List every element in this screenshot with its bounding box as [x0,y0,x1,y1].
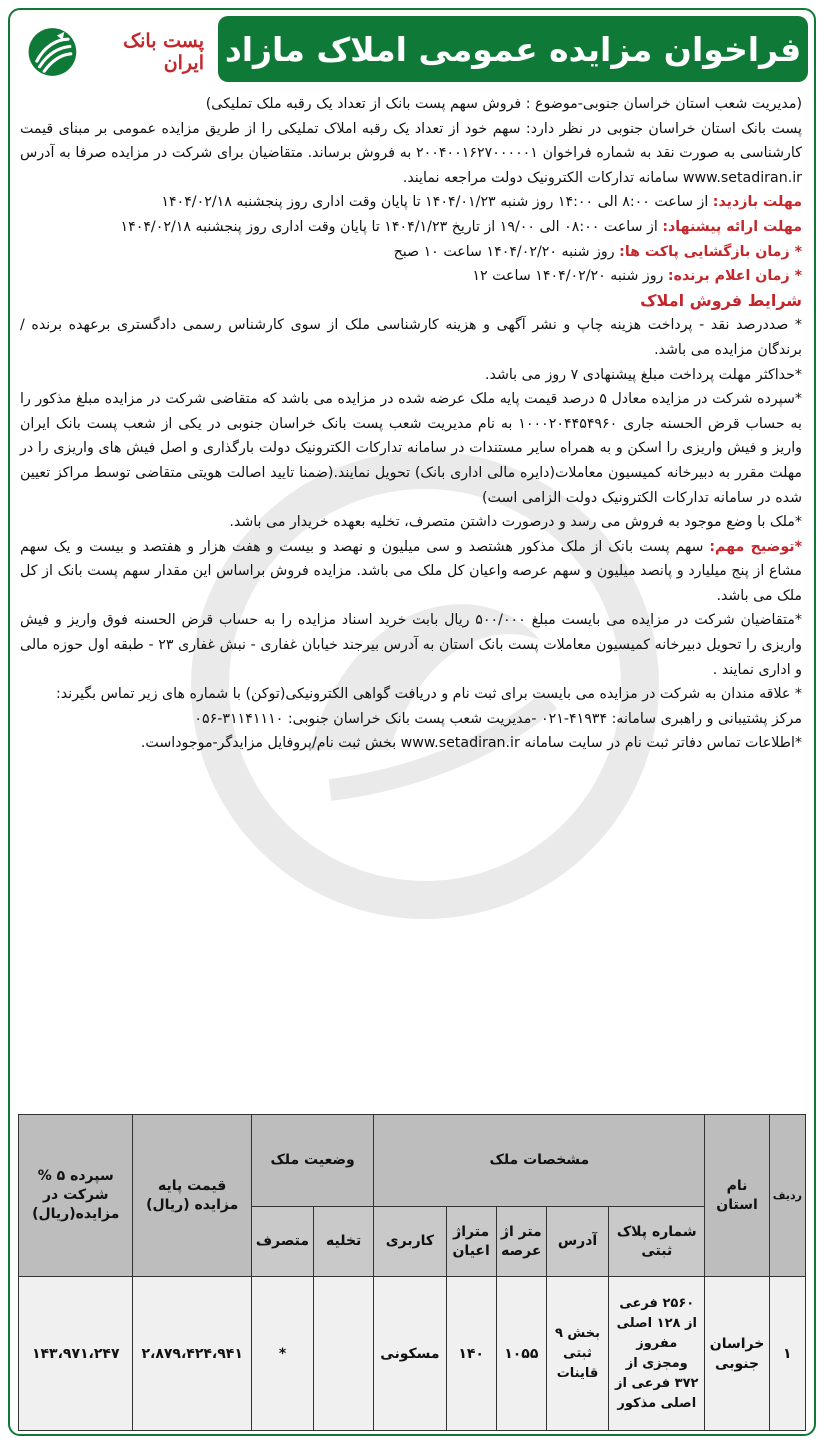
registration-info: *اطلاعات تماس دفاتر ثبت نام در سایت سامانه www.setadiran.ir بخش ثبت نام/پروفایل مزایدگر-موجوداست. [140,735,802,752]
condition-item: *حداکثر مهلت پرداخت مبلغ پیشنهادی ۷ روز می باشد. [484,366,802,383]
col-plate: شماره پلاک ثبتی [609,1207,705,1277]
cell-deposit: ۱۴۳،۹۷۱،۲۴۷ [19,1277,133,1431]
col-vacant: تخلیه [314,1207,374,1277]
cell-row-no: ۱ [769,1277,805,1431]
offer-deadline [20,215,802,240]
col-province: نام استان [705,1115,769,1277]
main-paragraph: پست بانک استان خراسان جنوبی در نظر دارد: سهم خود از تعداد یک رقبه املاک تملیکی را از طریق مزایده عمومی بر مبنای قیمت کارشناسی به صورت نقد به شماره فراخوان ۲۰۰۴۰۰۱۶۲۷۰۰۰۰۰۱ به فروش برساند. متقاضیان برای شرکت در مزایده صرفا به آدرس www.setadiran.ir سامانه تدارکات الکترونیک دولت مراجعه نمایند. [20,120,802,186]
cell-occupied: * [251,1277,313,1431]
col-occupied: متصرف [251,1207,313,1277]
condition-item: * علاقه مندان به شرکت در مزایده می بایست برای ثبت نام و دریافت گواهی الکترونیکی(توکن) با شماره های زیر تماس بگیرند: [56,686,802,703]
intro-line: (مدیریت شعب استان خراسان جنوبی-موضوع : فروش سهم پست بانک از تعداد یک رقبه ملک تملیکی) [205,96,802,112]
col-deposit: سپرده ۵ % شرکت در مزایده(ریال) [19,1115,133,1277]
col-usage: کاربری [374,1207,446,1277]
visit-deadline [20,190,802,215]
cell-land-area: ۱۰۵۵ [496,1277,546,1431]
page-title: فراخوان مزایده عمومی املاک مازاد [218,16,808,82]
important-note [20,535,802,609]
cell-usage: مسکونی [374,1277,446,1431]
table-row [19,1277,806,1431]
col-address: آدرس [546,1207,608,1277]
visit-deadline-text: از ساعت ۸:۰۰ الی ۱۴:۰۰ روز شنبه ۱۴۰۴/۰۱/۲۳ تا پایان وقت اداری روز پنجشنبه ۱۴۰۴/۰۲/۱۸ [161,194,709,211]
cell-base-price: ۲،۸۷۹،۴۲۴،۹۴۱ [133,1277,251,1431]
opening-time-label: * زمان بازگشایی پاکت ها: [619,243,802,260]
post-bank-logo [24,24,204,80]
cell-address: بخش ۹ ثبتی قاینات [546,1277,608,1431]
col-status-group: وضعیت ملک [251,1115,373,1207]
opening-time [20,240,802,265]
cell-vacant [314,1277,374,1431]
winner-time-text: روز شنبه ۱۴۰۴/۰۲/۲۰ ساعت ۱۲ [472,268,664,285]
offer-deadline-text: از ساعت ۰۸:۰۰ الی ۱۹/۰۰ از تاریخ ۱۴۰۴/۱/۲۳ تا پایان وقت اداری روز پنجشنبه ۱۴۰۴/۰۲/۱۸ [120,218,658,235]
condition-item: * صددرصد نقد - پرداخت هزینه چاپ و نشر آگهی و هزینه کارشناسی ملک از سوی کارشناس رسمی دادگستری برعهده برنده / برندگان مزایده می باشد. [20,317,802,358]
conditions-title: شرایط فروش املاک [640,290,802,310]
col-row-no: ردیف [769,1115,805,1277]
visit-deadline-label: مهلت بازدید: [712,194,802,211]
condition-item: *متقاضیان شرکت در مزایده می بایست مبلغ ۵۰۰/۰۰۰ ریال بابت خرید اسناد مزایده را به حساب قرض الحسنه فوق واریز و فیش واریزی را تحویل دبیرخانه کمیسیون معاملات پست بانک استان به آدرس بیرجند خیابان غفاری - نبش غفاری ۲۳ - طبقه اول حوزه مالی و اداری نمایند . [20,612,803,678]
header [10,10,814,92]
opening-time-text: روز شنبه ۱۴۰۴/۰۲/۲۰ ساعت ۱۰ صبح [393,243,615,260]
col-building-area: متراژ اعیان [446,1207,496,1277]
table-header-row [19,1115,806,1207]
col-base-price: قیمت پایه مزایده (ریال) [133,1115,251,1277]
important-note-label: *توضیح مهم: [709,538,802,555]
cell-plate: ۲۵۶۰ فرعی از ۱۲۸ اصلی مفروز ومجزی از ۳۷۲ فرعی از اصلی مذکور [609,1277,705,1431]
winner-time [20,264,802,289]
winner-time-label: * زمان اعلام برنده: [667,268,802,285]
col-land-area: متر اژ عرصه [496,1207,546,1277]
condition-item: *ملک با وضع موجود به فروش می رسد و درصورت داشتن متصرف، تخلیه بعهده خریدار می باشد. [229,514,802,531]
support-contacts: مرکز پشتیبانی و راهبری سامانه: ۴۱۹۳۴-۰۲۱ -مدیریت شعب پست بانک خراسان جنوبی: ۳۱۱۴۱۱۱۰-۰۵۶ [194,710,802,727]
announcement-frame [8,8,816,1436]
cell-province: خراسان جنوبی [705,1277,769,1431]
logo-text: پست بانک ایران [123,30,204,74]
condition-item: *سپرده شرکت در مزایده معادل ۵ درصد قیمت پایه ملک عرضه شده در مزایده می باشد که متقاضی شرکت در مزایده مبلغ مذکور را به حساب قرض الحسنه جاری ۱۰۰۰۲۰۴۴۵۴۹۶۰ به نام مدیریت شعب پست بانک خراسان جنوبی در یکی از شعب پست بانک ایران واریز و فیش واریزی را اسکن و به همراه سایر مستندات در سامانه تدارکات الکترونیک دولت بارگذاری و اصل فیش های واریزی را در مهلت مقرر به دبیرخانه کمیسیون معاملات(دایره مالی اداری بانک) تحویل نمایند.(ضمنا تایید اصالت هویتی متقاضی توسط مراکز تعیین شده در سامانه تدارکات الکترونیک دولت الزامی است) [20,391,802,506]
important-note-text: سهم پست بانک از ملک مذکور هشتصد و سی میلیون و نهصد و بیست و هفت هزار و هفتصد و بیست و یک سهم مشاع از پنج میلیارد و پانصد میلیون و سهم عرصه واعیان کل ملک می باشد. مزایده فروش براساس این مقدار سهم پست بانک از کل ملک می باشد. [20,538,802,604]
cell-building-area: ۱۴۰ [446,1277,496,1431]
col-spec-group: مشخصات ملک [374,1115,705,1207]
property-table [18,1114,806,1431]
offer-deadline-label: مهلت ارائه پیشنهاد: [662,218,802,235]
post-bank-emblem-icon [24,24,81,80]
announcement-body [10,92,814,756]
